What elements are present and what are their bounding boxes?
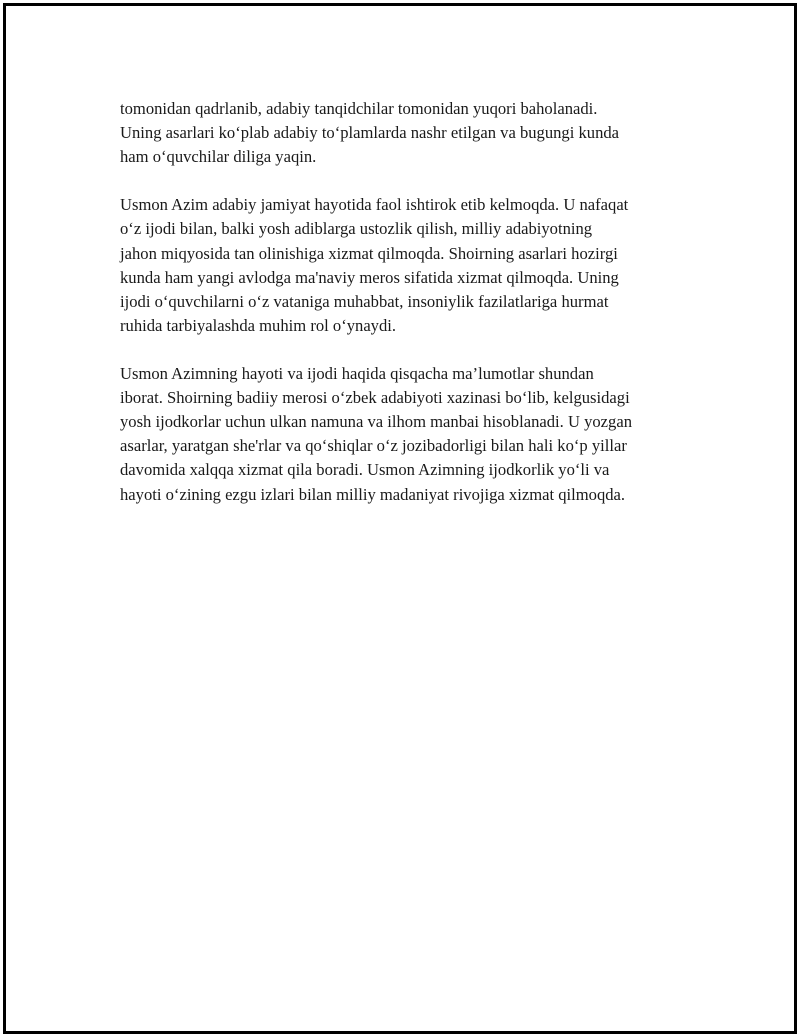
text-line: ham o‘quvchilar diliga yaqin. [120,147,317,167]
text-line: jahon miqyosida tan olinishiga xizmat qilmoqda. Shoirning asarlari hozirgi [120,243,618,263]
text-line: tomonidan qadrlanib, adabiy tanqidchilar tomonidan yuqori baholanadi. [120,99,598,118]
text-line: davomida xalqqa xizmat qila boradi. Usmon Azimning ijodkorlik yo‘li va [120,460,610,480]
text-line: Uning asarlari ko‘plab adabiy to‘plamlarda nashr etilgan va bugungi kunda [120,123,620,143]
paragraph-2 [120,193,700,338]
text-line: ijodi o‘quvchilarni o‘z vataniga muhabbat, insoniylik fazilatlariga hurmat [120,291,609,311]
text-line: iborat. Shoirning badiiy merosi o‘zbek adabiyoti xazinasi bo‘lib, kelgusidagi [120,388,630,408]
text-line: ruhida tarbiyalashda muhim rol o‘ynaydi. [120,315,397,335]
text-line: Usmon Azim adabiy jamiyat hayotida faol ishtirok etib kelmoqda. U nafaqat [120,195,629,215]
text-line: asarlar, yaratgan she'rlar va qo‘shiqlar o‘z jozibadorligi bilan hali ko‘p yillar [120,436,627,456]
text-line: Usmon Azimning hayoti va ijodi haqida qisqacha ma’lumotlar shundan [120,364,594,384]
text-line: kunda ham yangi avlodga ma'naviy meros sifatida xizmat qilmoqda. Uning [120,267,619,287]
text-line: o‘z ijodi bilan, balki yosh adiblarga ustozlik qilish, milliy adabiyotning [120,219,593,239]
text-line: yosh ijodkorlar uchun ulkan namuna va ilhom manbai hisoblanadi. U yozgan [120,412,632,432]
page-frame [3,3,797,1034]
document-body [120,97,700,531]
text-line: hayoti o‘zining ezgu izlari bilan milliy madaniyat rivojiga xizmat qilmoqda. [120,484,626,504]
paragraph-1 [120,97,700,169]
paragraph-3 [120,362,700,507]
